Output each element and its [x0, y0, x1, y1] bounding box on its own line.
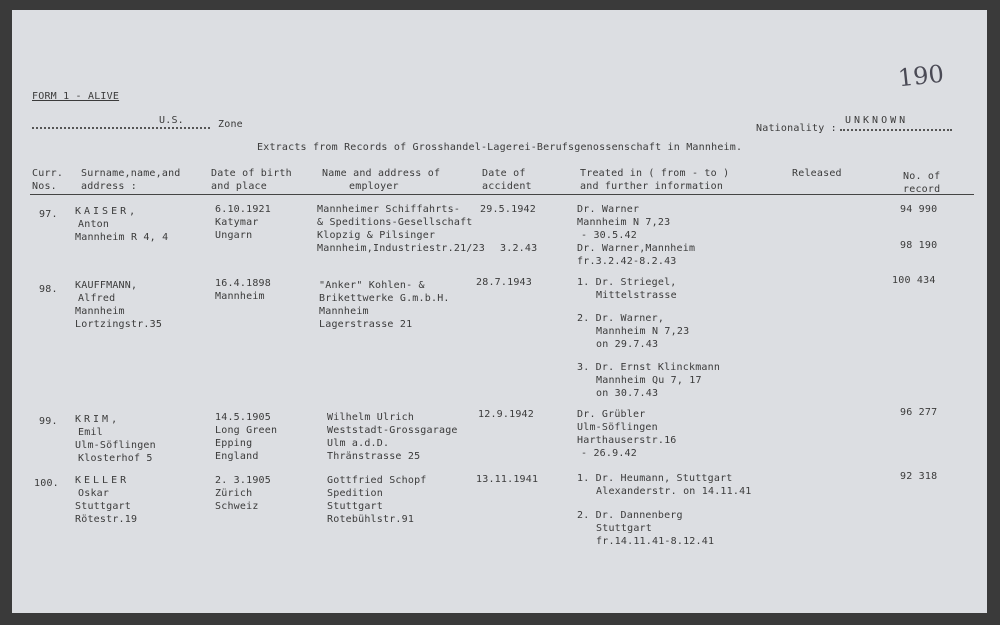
record-accident-date: 13.11.1941 — [476, 474, 539, 485]
col-surname-1: Surname,name,and — [81, 168, 181, 179]
record-treatment: fr.3.2.42-8.2.43 — [577, 256, 677, 267]
record-number: 96 277 — [900, 407, 938, 418]
record-number: 98 190 — [900, 240, 938, 251]
record-accident-date: 3.2.43 — [500, 243, 538, 254]
record-employer: Spedition — [327, 488, 383, 499]
col-record-2: record — [903, 184, 941, 195]
extracts-title: Extracts from Records of Grosshandel-Lagerei-Berufsgenossenschaft in Mannheim. — [257, 142, 743, 153]
header-rule — [30, 194, 974, 195]
col-employer-2: employer — [349, 181, 399, 192]
record-birthplace: Schweiz — [215, 501, 259, 512]
col-surname-2: address : — [81, 181, 137, 192]
record-dob: 14.5.1905 — [215, 412, 271, 423]
record-name: Emil — [78, 427, 103, 438]
record-surname: KAUFFMANN, — [75, 280, 138, 291]
record-employer: Mannheimer Schiffahrts- — [317, 204, 461, 215]
record-employer: Rotebühlstr.91 — [327, 514, 415, 525]
record-number: 100 434 — [892, 275, 936, 286]
record-address: Lortzingstr.35 — [75, 319, 163, 330]
record-treatment: 2. Dr. Dannenberg — [577, 510, 683, 521]
record-name: Alfred — [78, 293, 116, 304]
record-treatment: 1. Dr. Heumann, Stuttgart — [577, 473, 733, 484]
col-curr-2: Nos. — [32, 181, 57, 192]
record-employer: & Speditions-Gesellschaft — [317, 217, 473, 228]
record-birthplace: England — [215, 451, 259, 462]
record-accident-date: 28.7.1943 — [476, 277, 532, 288]
record-treatment: 3. Dr. Ernst Klinckmann — [577, 362, 721, 373]
record-treatment: - 26.9.42 — [581, 448, 637, 459]
record-treatment: 2. Dr. Warner, — [577, 313, 665, 324]
col-released: Released — [792, 168, 842, 179]
record-address: Klosterhof 5 — [78, 453, 153, 464]
record-no: 97. — [39, 209, 58, 220]
record-accident-date: 29.5.1942 — [480, 204, 536, 215]
col-treated-1: Treated in ( from - to ) — [580, 168, 730, 179]
record-treatment: Ulm-Söflingen — [577, 422, 658, 433]
record-employer: "Anker" Kohlen- & — [319, 280, 425, 291]
record-treatment: on 29.7.43 — [596, 339, 659, 350]
record-employer: Gottfried Schopf — [327, 475, 427, 486]
document-page — [12, 10, 987, 613]
record-address: Rötestr.19 — [75, 514, 138, 525]
record-birthplace: Ungarn — [215, 230, 253, 241]
record-dob: 2. 3.1905 — [215, 475, 271, 486]
handwritten-page-number: 190 — [896, 59, 946, 93]
record-no: 98. — [39, 284, 58, 295]
record-birthplace: Epping — [215, 438, 253, 449]
record-treatment: Mannheim Qu 7, 17 — [596, 375, 702, 386]
col-accident-1: Date of — [482, 168, 526, 179]
col-employer-1: Name and address of — [322, 168, 441, 179]
nationality-dotted-line — [840, 129, 952, 131]
record-treatment: Mannheim N 7,23 — [577, 217, 671, 228]
record-birthplace: Katymar — [215, 217, 259, 228]
nationality-value: UNKNOWN — [845, 115, 909, 126]
record-treatment: Stuttgart — [596, 523, 652, 534]
zone-label: Zone — [218, 119, 243, 130]
record-birthplace: Mannheim — [215, 291, 265, 302]
form-title: FORM 1 - ALIVE — [32, 91, 120, 102]
record-dob: 6.10.1921 — [215, 204, 271, 215]
record-birthplace: Zürich — [215, 488, 253, 499]
record-number: 92 318 — [900, 471, 938, 482]
nationality-label: Nationality : — [756, 123, 837, 134]
record-treatment: - 30.5.42 — [581, 230, 637, 241]
record-birthplace: Long Green — [215, 425, 278, 436]
record-dob: 16.4.1898 — [215, 278, 271, 289]
record-surname: KRIM, — [75, 414, 121, 425]
record-employer: Brikettwerke G.m.b.H. — [319, 293, 450, 304]
record-employer: Ulm a.d.D. — [327, 438, 390, 449]
record-employer: Thränstrasse 25 — [327, 451, 421, 462]
record-treatment: Mittelstrasse — [596, 290, 677, 301]
record-treatment: Dr. Grübler — [577, 409, 646, 420]
col-treated-2: and further information — [580, 181, 724, 192]
record-address: Mannheim — [75, 306, 125, 317]
record-surname: KELLER — [75, 475, 130, 486]
record-surname: KAISER, — [75, 206, 139, 217]
record-employer: Lagerstrasse 21 — [319, 319, 413, 330]
record-treatment: Dr. Warner,Mannheim — [577, 243, 696, 254]
record-treatment: Harthauserstr.16 — [577, 435, 677, 446]
record-treatment: Alexanderstr. on 14.11.41 — [596, 486, 752, 497]
record-no: 100. — [34, 478, 59, 489]
record-name: Oskar — [78, 488, 110, 499]
col-accident-2: accident — [482, 181, 532, 192]
zone-value: U.S. — [159, 115, 184, 126]
record-treatment: 1. Dr. Striegel, — [577, 277, 677, 288]
record-employer: Mannheim,Industriestr.21/23 — [317, 243, 485, 254]
record-name: Anton — [78, 219, 110, 230]
record-number: 94 990 — [900, 204, 938, 215]
zone-dotted-line — [32, 127, 210, 129]
record-employer: Stuttgart — [327, 501, 383, 512]
col-dob-2: and place — [211, 181, 267, 192]
col-record-1: No. of — [903, 171, 941, 182]
record-treatment: on 30.7.43 — [596, 388, 659, 399]
record-address: Stuttgart — [75, 501, 131, 512]
record-treatment: Dr. Warner — [577, 204, 640, 215]
col-dob-1: Date of birth — [211, 168, 292, 179]
record-treatment: fr.14.11.41-8.12.41 — [596, 536, 715, 547]
record-employer: Klopzig & Pilsinger — [317, 230, 436, 241]
record-accident-date: 12.9.1942 — [478, 409, 534, 420]
col-curr-1: Curr. — [32, 168, 64, 179]
record-employer: Mannheim — [319, 306, 369, 317]
record-address: Mannheim R 4, 4 — [75, 232, 169, 243]
record-employer: Wilhelm Ulrich — [327, 412, 415, 423]
record-no: 99. — [39, 416, 58, 427]
record-treatment: Mannheim N 7,23 — [596, 326, 690, 337]
record-address: Ulm-Söflingen — [75, 440, 156, 451]
record-employer: Weststadt-Grossgarage — [327, 425, 458, 436]
